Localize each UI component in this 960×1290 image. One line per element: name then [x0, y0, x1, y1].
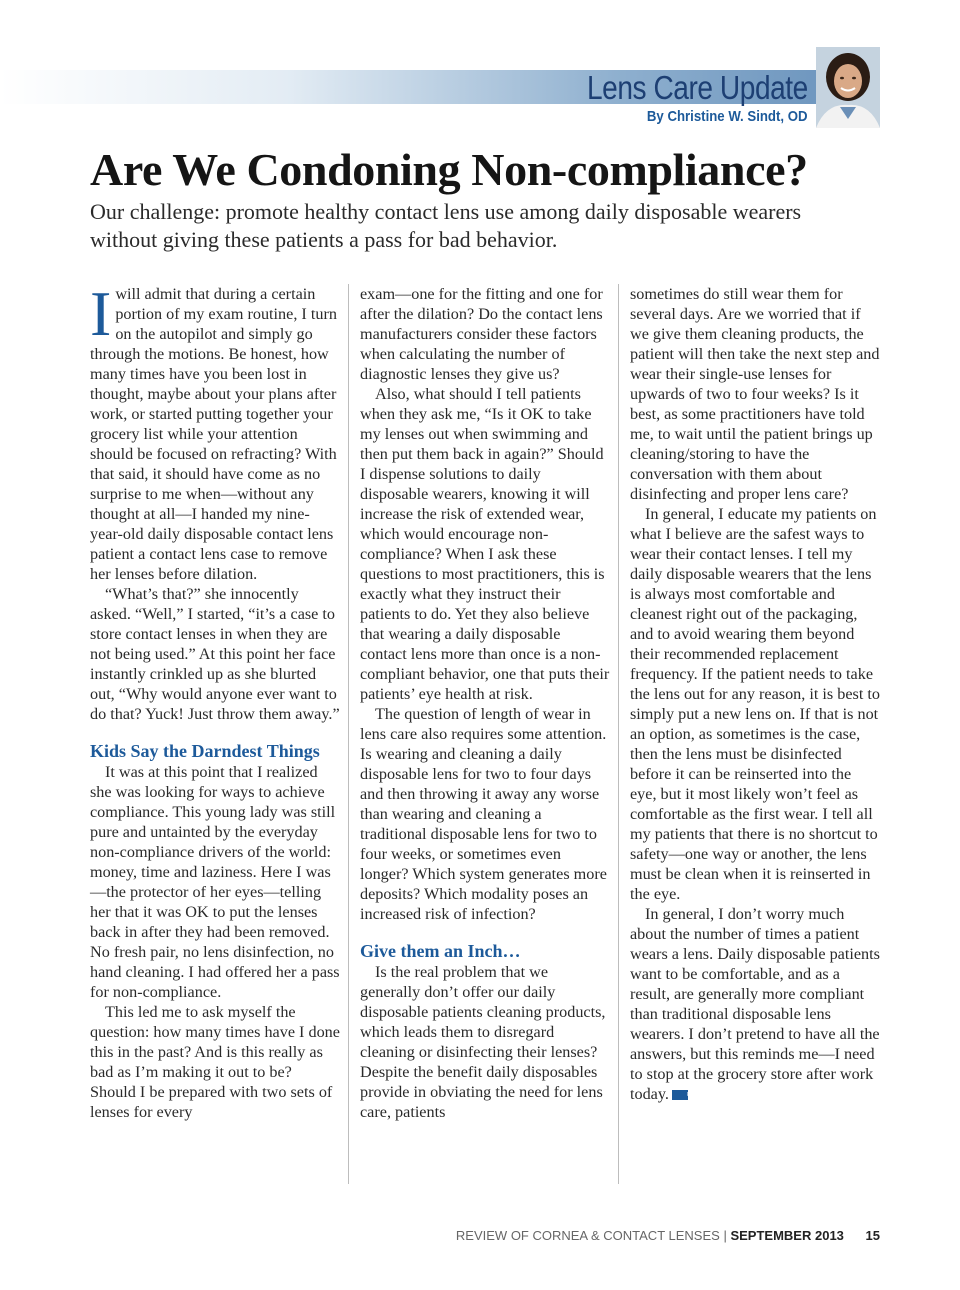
- department-title: Lens Care Update: [587, 69, 808, 106]
- column-1: [90, 278, 340, 1122]
- article-headline: Are We Condoning Non-compliance?: [90, 144, 808, 195]
- page-footer: [456, 1228, 880, 1243]
- section-heading: Give them an Inch…: [360, 941, 521, 961]
- paragraph: The question of length of wear in lens care also requires some attention. Is wearing and cleaning a daily disposable lens for two to four days and then throwing it away any worse than wearing and cleaning a traditional disposable lens for two to four weeks, or sometimes even longer? Which system generates more deposits? Which modality poses an increased risk of infection?: [360, 705, 607, 923]
- column-divider: [618, 284, 619, 1184]
- paragraph-text: In general, I don’t worry much about the number of times a patient wears a lens. Daily disposable patients want to be comfortable, and as a result, are generally more compliant than traditional disposable lens wearers. I don’t pretend to have all the answers, but this reminds me—I need to stop at the grocery store after work today.: [630, 905, 880, 1103]
- paragraph: exam—one for the fitting and one for after the dilation? Do the contact lens manufacturers consider these factors when calculating the number of diagnostic lenses they give us?: [360, 285, 603, 383]
- section-heading: Kids Say the Darndest Things: [90, 741, 320, 761]
- page-number: 15: [865, 1228, 880, 1243]
- end-mark-icon: RCCL: [672, 1090, 688, 1100]
- column-divider: [348, 284, 349, 1184]
- paragraph: [90, 278, 340, 584]
- footer-separator: |: [723, 1228, 727, 1243]
- paragraph: In general, I educate my patients on what I believe are the safest ways to wear their contact lenses. I tell my daily disposable wearers that the lens is always most comfortable and cleanest right out of the packaging, and to avoid wearing them beyond their recommended replacement frequency. If the patient needs to take the lens out for any reason, it is best to simply put a new lens on. If that is not an option, as sometimes is the case, then the lens must be disinfected before it can be reinserted into the eye, but it most likely won’t feel as comfortable as the first wear. I tell all my patients that there is no shortcut to safety—one way or another, the lens must be clean when it is reinserted in the eye.: [630, 505, 880, 903]
- author-photo: [816, 47, 880, 128]
- paragraph: sometimes do still wear them for several days. Are we worried that if we give them cleaning products, the patient will then take the next step and wear their single-use lenses for upwards of two to four weeks? Is it best, as some practitioners have told me, to wait until the patient brings up cleaning/storing to have the conversation with them about disinfecting and proper lens care?: [630, 285, 880, 503]
- paragraph: This led me to ask myself the question: how many times have I done this in the past? And is this really as bad as I’m making it out to be? Should I be prepared with two sets of lenses for every: [90, 1003, 340, 1121]
- author-portrait-icon: [816, 47, 880, 128]
- column-3: [630, 284, 880, 1104]
- publication-name: REVIEW OF CORNEA & CONTACT LENSES: [455, 1228, 720, 1243]
- author-byline: By Christine W. Sindt, OD: [647, 108, 808, 125]
- paragraph: “What’s that?” she innocently asked. “Well,” I started, “it’s a case to store contact lenses in when they are not being used.” At this point her face instantly crinkled up as she blurted out, “Why would anyone ever want to do that? Yuck! Just throw them away.”: [90, 585, 340, 723]
- article-deck: Our challenge: promote healthy contact lens use among daily disposable wearers without giving these patients a pass for bad behavior.: [90, 199, 802, 252]
- paragraph: Is the real problem that we generally don’t offer our daily disposable patients cleaning products, which leads them to disregard cleaning or disinfecting their lenses? Despite the benefit daily disposables provide in obviating the need for lens care, patients: [360, 963, 606, 1121]
- paragraph: It was at this point that I realized she was looking for ways to achieve compliance. This young lady was still pure and untainted by the everyday non-compliance drivers of the world: money, time and laziness. Here I was—the protector of her eyes—telling her that it was OK to put the lenses back in after they had been removed. No fresh pair, no lens disinfection, no hand cleaning. I had offered her a pass for non-compliance.: [90, 763, 340, 1001]
- issue-date: SEPTEMBER 2013: [730, 1228, 844, 1243]
- paragraph: Also, what should I tell patients when they ask me, “Is it OK to take my lenses out when swimming and then put them back in again?” Should I dispense solutions to daily disposable wearers, knowing it will increase the risk of extended wear, which would encourage non-compliance? When I ask these questions to most practitioners, this is exactly what they instruct their patients to do. Yet they also believe that wearing a daily disposable contact lens more than once is a non-compliant behavior, one that puts their patients’ eye health at risk.: [360, 385, 610, 703]
- column-2: [360, 284, 610, 1122]
- paragraph: [630, 904, 880, 1104]
- drop-cap: I: [90, 278, 112, 349]
- paragraph-text: will admit that during a certain portion of my exam routine, I turn on the autopilot and simply go through the motions. Be honest, how many times have you been lost in thought, maybe about your plans after work, or started putting together your grocery list while your attention should be focused on refracting? With that said, it should have come as no surprise to me when—without any thought at all—I handed my nine-year-old daily disposable contact lens patient a contact lens case to remove her lenses before dilation.: [90, 285, 337, 583]
